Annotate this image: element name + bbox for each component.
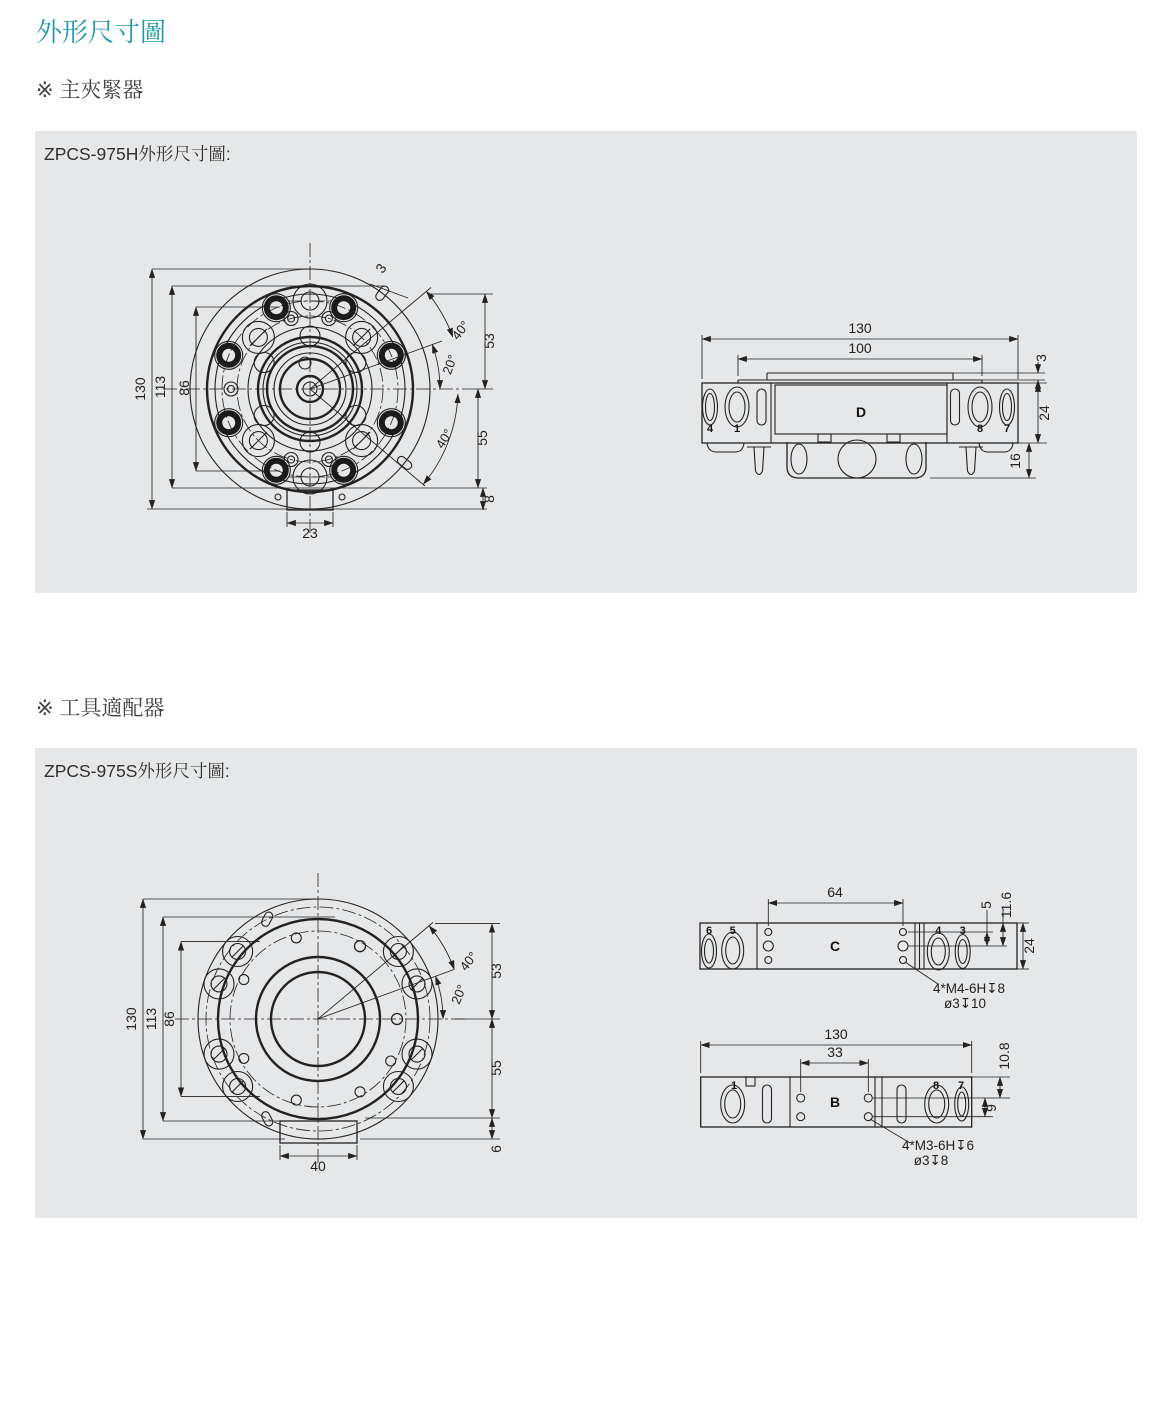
zpcs-975s-front-view [123, 873, 504, 1174]
panel-zpcs-975s [35, 748, 1137, 1218]
thread-note-m3: 4*M3-6H↧6 [901, 1138, 975, 1153]
dim-16: 16 [1007, 453, 1023, 469]
port-label: 7 [1003, 423, 1011, 435]
dim-53: 53 [488, 963, 504, 979]
section-heading-main-clamper: ※ 主夾緊器 [36, 79, 144, 102]
port-label: 7 [957, 1080, 965, 1092]
dim-130: 130 [132, 377, 148, 401]
zpcs-975h-side-view [702, 320, 1052, 478]
view-label-c: C [829, 938, 841, 954]
dim-3: 3 [372, 260, 390, 276]
page-title: 外形尺寸圖 [36, 17, 167, 47]
dim-64: 64 [827, 884, 843, 900]
dim-130: 130 [848, 320, 872, 336]
dim-86: 86 [176, 380, 192, 396]
dim-40: 40 [310, 1158, 326, 1174]
zpcs-975s-side-view-b [701, 1026, 1012, 1168]
dim-6: 6 [488, 1145, 504, 1153]
thread-note-m4: 4*M4-6H↧8 [932, 981, 1006, 996]
dim-8: 8 [481, 495, 497, 503]
port-label: 5 [729, 925, 736, 937]
view-label-b: B [829, 1094, 841, 1110]
angle-40-bottom: 40° [432, 426, 456, 451]
bottom-features [707, 440, 1013, 478]
dim-9: 9 [983, 1104, 999, 1112]
dim-130: 130 [824, 1026, 848, 1042]
hole-note-m3: ø3↧8 [913, 1153, 949, 1168]
port-label: 1 [733, 423, 741, 435]
bottom-tab [280, 1121, 357, 1143]
side-c-dimensions [768, 884, 1037, 1011]
panel-label-zpcs-975s: ZPCS-975S外形尺寸圖: [44, 761, 230, 781]
hole-note-m4: ø3↧10 [943, 996, 987, 1011]
dim-86: 86 [161, 1011, 177, 1027]
dim-130: 130 [123, 1007, 139, 1031]
port-label: 8 [976, 423, 984, 435]
port-label: 1 [730, 1080, 738, 1092]
angle-20: 20° [448, 982, 470, 1007]
panel-zpcs-975h [35, 131, 1137, 593]
dim-23: 23 [302, 525, 318, 541]
zpcs-975s-side-view-c [700, 884, 1037, 1011]
dim-33: 33 [827, 1044, 843, 1060]
angle-dimensions [310, 288, 472, 487]
dim-11-6: 11.6 [998, 891, 1014, 919]
port-label: 4 [706, 423, 714, 435]
zpcs-975s-drawing [35, 748, 1137, 1218]
port-label: 6 [705, 925, 713, 937]
zpcs-975h-drawing [35, 131, 1137, 593]
body [701, 1077, 972, 1127]
dim-3: 3 [1033, 354, 1049, 362]
section-heading-tool-adapter: ※ 工具適配器 [36, 697, 165, 720]
angle-40-top: 40° [448, 317, 473, 343]
port-label: 8 [932, 1080, 940, 1092]
zpcs-975h-front-view [132, 243, 497, 541]
port-label: 4 [935, 925, 942, 937]
dim-55: 55 [474, 430, 490, 446]
angle-20: 20° [439, 352, 461, 377]
dim-113: 113 [152, 375, 168, 399]
dim-55: 55 [488, 1060, 504, 1076]
angle-40: 40° [456, 948, 481, 974]
dim-100: 100 [848, 340, 872, 356]
dim-24: 24 [1021, 938, 1037, 954]
dim-53: 53 [481, 333, 497, 349]
view-label-d: D [855, 404, 867, 420]
dim-24: 24 [1036, 405, 1052, 421]
dim-10-8: 10.8 [996, 1042, 1012, 1070]
port-label: 3 [959, 925, 966, 937]
linear-dimensions [123, 899, 504, 1174]
dim-5: 5 [978, 901, 994, 909]
panel-label-zpcs-975h: ZPCS-975H外形尺寸圖: [44, 144, 231, 164]
dim-113: 113 [143, 1007, 159, 1031]
